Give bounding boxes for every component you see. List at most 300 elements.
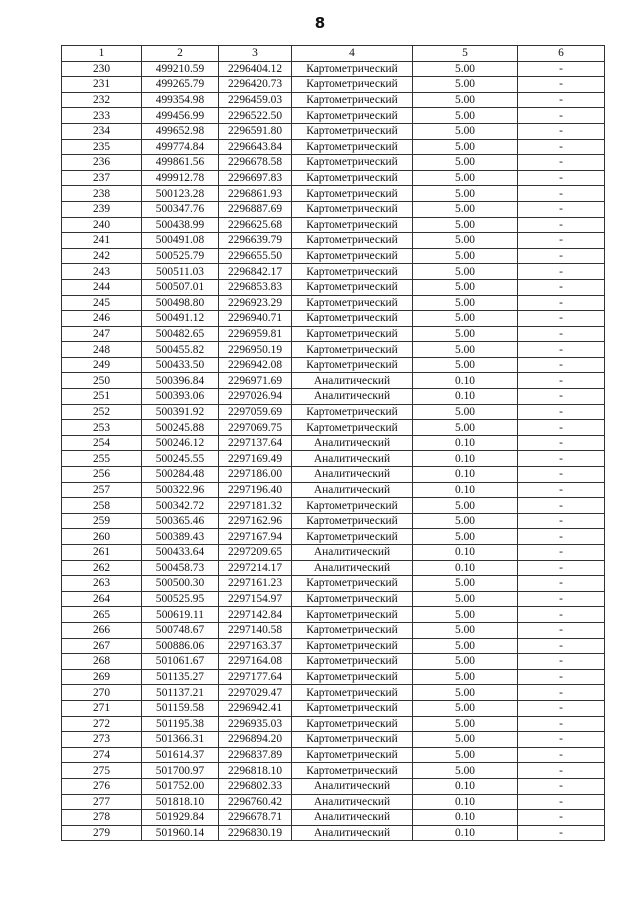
method-cell: Картометрический xyxy=(292,264,413,280)
accuracy-cell: 5.00 xyxy=(413,622,518,638)
column-header: 1 xyxy=(62,46,142,62)
method-cell: Картометрический xyxy=(292,591,413,607)
note-cell: - xyxy=(518,326,605,342)
method-cell: Картометрический xyxy=(292,638,413,654)
table-row xyxy=(62,201,605,217)
note-cell: - xyxy=(518,92,605,108)
x-coordinate-cell: 500365.46 xyxy=(142,513,219,529)
method-cell: Аналитический xyxy=(292,825,413,841)
y-coordinate-cell: 2296959.81 xyxy=(219,326,292,342)
accuracy-cell: 5.00 xyxy=(413,700,518,716)
x-coordinate-cell: 500500.30 xyxy=(142,576,219,592)
accuracy-cell: 5.00 xyxy=(413,591,518,607)
accuracy-cell: 5.00 xyxy=(413,233,518,249)
x-coordinate-cell: 499774.84 xyxy=(142,139,219,155)
accuracy-cell: 5.00 xyxy=(413,170,518,186)
note-cell: - xyxy=(518,404,605,420)
point-number-cell: 238 xyxy=(62,186,142,202)
note-cell: - xyxy=(518,77,605,93)
method-cell: Картометрический xyxy=(292,763,413,779)
y-coordinate-cell: 2297026.94 xyxy=(219,389,292,405)
table-row xyxy=(62,747,605,763)
x-coordinate-cell: 499861.56 xyxy=(142,155,219,171)
point-number-cell: 250 xyxy=(62,373,142,389)
note-cell: - xyxy=(518,591,605,607)
method-cell: Картометрический xyxy=(292,92,413,108)
y-coordinate-cell: 2296697.83 xyxy=(219,170,292,186)
accuracy-cell: 0.10 xyxy=(413,825,518,841)
table-row xyxy=(62,716,605,732)
page-number: 8 xyxy=(314,14,326,32)
table-row xyxy=(62,810,605,826)
table-row xyxy=(62,513,605,529)
accuracy-cell: 5.00 xyxy=(413,201,518,217)
x-coordinate-cell: 500886.06 xyxy=(142,638,219,654)
y-coordinate-cell: 2296522.50 xyxy=(219,108,292,124)
x-coordinate-cell: 501137.21 xyxy=(142,685,219,701)
y-coordinate-cell: 2297177.64 xyxy=(219,669,292,685)
table-row xyxy=(62,545,605,561)
accuracy-cell: 5.00 xyxy=(413,248,518,264)
y-coordinate-cell: 2296950.19 xyxy=(219,342,292,358)
y-coordinate-cell: 2296853.83 xyxy=(219,279,292,295)
note-cell: - xyxy=(518,763,605,779)
note-cell: - xyxy=(518,778,605,794)
accuracy-cell: 5.00 xyxy=(413,638,518,654)
method-cell: Аналитический xyxy=(292,810,413,826)
table-row xyxy=(62,123,605,139)
y-coordinate-cell: 2297169.49 xyxy=(219,451,292,467)
table-row xyxy=(62,233,605,249)
table-row xyxy=(62,560,605,576)
method-cell: Картометрический xyxy=(292,607,413,623)
method-cell: Аналитический xyxy=(292,373,413,389)
note-cell: - xyxy=(518,233,605,249)
y-coordinate-cell: 2296818.10 xyxy=(219,763,292,779)
y-coordinate-cell: 2296894.20 xyxy=(219,732,292,748)
point-number-cell: 276 xyxy=(62,778,142,794)
y-coordinate-cell: 2296802.33 xyxy=(219,778,292,794)
point-number-cell: 233 xyxy=(62,108,142,124)
point-number-cell: 269 xyxy=(62,669,142,685)
x-coordinate-cell: 501159.58 xyxy=(142,700,219,716)
table-row xyxy=(62,576,605,592)
table-row xyxy=(62,264,605,280)
point-number-cell: 260 xyxy=(62,529,142,545)
method-cell: Картометрический xyxy=(292,123,413,139)
y-coordinate-cell: 2297214.17 xyxy=(219,560,292,576)
note-cell: - xyxy=(518,295,605,311)
x-coordinate-cell: 500525.79 xyxy=(142,248,219,264)
table-row xyxy=(62,654,605,670)
point-number-cell: 234 xyxy=(62,123,142,139)
point-number-cell: 243 xyxy=(62,264,142,280)
method-cell: Картометрический xyxy=(292,716,413,732)
accuracy-cell: 5.00 xyxy=(413,186,518,202)
table-row xyxy=(62,170,605,186)
y-coordinate-cell: 2296639.79 xyxy=(219,233,292,249)
method-cell: Картометрический xyxy=(292,77,413,93)
accuracy-cell: 5.00 xyxy=(413,607,518,623)
accuracy-cell: 5.00 xyxy=(413,155,518,171)
point-number-cell: 245 xyxy=(62,295,142,311)
table-row xyxy=(62,311,605,327)
x-coordinate-cell: 500511.03 xyxy=(142,264,219,280)
y-coordinate-cell: 2297029.47 xyxy=(219,685,292,701)
note-cell: - xyxy=(518,747,605,763)
accuracy-cell: 5.00 xyxy=(413,326,518,342)
point-number-cell: 267 xyxy=(62,638,142,654)
note-cell: - xyxy=(518,311,605,327)
x-coordinate-cell: 500619.11 xyxy=(142,607,219,623)
table-row xyxy=(62,467,605,483)
x-coordinate-cell: 500433.64 xyxy=(142,545,219,561)
y-coordinate-cell: 2296678.71 xyxy=(219,810,292,826)
accuracy-cell: 0.10 xyxy=(413,482,518,498)
table-row xyxy=(62,482,605,498)
y-coordinate-cell: 2296760.42 xyxy=(219,794,292,810)
y-coordinate-cell: 2297163.37 xyxy=(219,638,292,654)
table-row xyxy=(62,498,605,514)
table-row xyxy=(62,732,605,748)
method-cell: Картометрический xyxy=(292,700,413,716)
x-coordinate-cell: 500246.12 xyxy=(142,435,219,451)
y-coordinate-cell: 2297162.96 xyxy=(219,513,292,529)
y-coordinate-cell: 2297186.00 xyxy=(219,467,292,483)
table-row xyxy=(62,763,605,779)
table-row xyxy=(62,139,605,155)
accuracy-cell: 5.00 xyxy=(413,357,518,373)
x-coordinate-cell: 500393.06 xyxy=(142,389,219,405)
table-row xyxy=(62,357,605,373)
x-coordinate-cell: 500455.82 xyxy=(142,342,219,358)
x-coordinate-cell: 500245.55 xyxy=(142,451,219,467)
y-coordinate-cell: 2297142.84 xyxy=(219,607,292,623)
y-coordinate-cell: 2296404.12 xyxy=(219,61,292,77)
y-coordinate-cell: 2296942.08 xyxy=(219,357,292,373)
method-cell: Аналитический xyxy=(292,451,413,467)
y-coordinate-cell: 2296923.29 xyxy=(219,295,292,311)
method-cell: Картометрический xyxy=(292,170,413,186)
table-row xyxy=(62,279,605,295)
y-coordinate-cell: 2296830.19 xyxy=(219,825,292,841)
point-number-cell: 256 xyxy=(62,467,142,483)
y-coordinate-cell: 2297154.97 xyxy=(219,591,292,607)
point-number-cell: 242 xyxy=(62,248,142,264)
note-cell: - xyxy=(518,61,605,77)
accuracy-cell: 5.00 xyxy=(413,716,518,732)
method-cell: Картометрический xyxy=(292,529,413,545)
accuracy-cell: 5.00 xyxy=(413,342,518,358)
method-cell: Картометрический xyxy=(292,732,413,748)
method-cell: Картометрический xyxy=(292,61,413,77)
x-coordinate-cell: 501929.84 xyxy=(142,810,219,826)
table-header-row xyxy=(62,46,605,62)
method-cell: Картометрический xyxy=(292,576,413,592)
table-row xyxy=(62,794,605,810)
method-cell: Картометрический xyxy=(292,685,413,701)
accuracy-cell: 0.10 xyxy=(413,778,518,794)
table-row xyxy=(62,420,605,436)
table-body xyxy=(62,61,605,841)
point-number-cell: 272 xyxy=(62,716,142,732)
accuracy-cell: 0.10 xyxy=(413,435,518,451)
point-number-cell: 230 xyxy=(62,61,142,77)
point-number-cell: 257 xyxy=(62,482,142,498)
point-number-cell: 265 xyxy=(62,607,142,623)
point-number-cell: 249 xyxy=(62,357,142,373)
table-row xyxy=(62,529,605,545)
x-coordinate-cell: 499456.99 xyxy=(142,108,219,124)
column-header: 5 xyxy=(413,46,518,62)
method-cell: Картометрический xyxy=(292,654,413,670)
accuracy-cell: 5.00 xyxy=(413,108,518,124)
note-cell: - xyxy=(518,700,605,716)
point-number-cell: 268 xyxy=(62,654,142,670)
accuracy-cell: 5.00 xyxy=(413,685,518,701)
x-coordinate-cell: 500507.01 xyxy=(142,279,219,295)
y-coordinate-cell: 2296940.71 xyxy=(219,311,292,327)
point-number-cell: 278 xyxy=(62,810,142,826)
method-cell: Картометрический xyxy=(292,155,413,171)
note-cell: - xyxy=(518,513,605,529)
note-cell: - xyxy=(518,810,605,826)
note-cell: - xyxy=(518,622,605,638)
method-cell: Картометрический xyxy=(292,217,413,233)
method-cell: Картометрический xyxy=(292,622,413,638)
accuracy-cell: 5.00 xyxy=(413,747,518,763)
table-row xyxy=(62,155,605,171)
table-row xyxy=(62,92,605,108)
note-cell: - xyxy=(518,607,605,623)
point-number-cell: 240 xyxy=(62,217,142,233)
column-header: 4 xyxy=(292,46,413,62)
note-cell: - xyxy=(518,638,605,654)
note-cell: - xyxy=(518,529,605,545)
y-coordinate-cell: 2296420.73 xyxy=(219,77,292,93)
method-cell: Картометрический xyxy=(292,669,413,685)
note-cell: - xyxy=(518,716,605,732)
note-cell: - xyxy=(518,155,605,171)
method-cell: Картометрический xyxy=(292,747,413,763)
point-number-cell: 264 xyxy=(62,591,142,607)
table-row xyxy=(62,778,605,794)
method-cell: Картометрический xyxy=(292,248,413,264)
table-row xyxy=(62,638,605,654)
method-cell: Картометрический xyxy=(292,295,413,311)
y-coordinate-cell: 2296861.93 xyxy=(219,186,292,202)
table-row xyxy=(62,248,605,264)
note-cell: - xyxy=(518,389,605,405)
x-coordinate-cell: 501960.14 xyxy=(142,825,219,841)
method-cell: Картометрический xyxy=(292,201,413,217)
note-cell: - xyxy=(518,732,605,748)
method-cell: Картометрический xyxy=(292,233,413,249)
table-row xyxy=(62,669,605,685)
method-cell: Аналитический xyxy=(292,467,413,483)
point-number-cell: 261 xyxy=(62,545,142,561)
x-coordinate-cell: 501366.31 xyxy=(142,732,219,748)
y-coordinate-cell: 2296887.69 xyxy=(219,201,292,217)
x-coordinate-cell: 500438.99 xyxy=(142,217,219,233)
table-row xyxy=(62,295,605,311)
note-cell: - xyxy=(518,498,605,514)
note-cell: - xyxy=(518,248,605,264)
table-row xyxy=(62,700,605,716)
x-coordinate-cell: 499265.79 xyxy=(142,77,219,93)
accuracy-cell: 0.10 xyxy=(413,810,518,826)
point-number-cell: 235 xyxy=(62,139,142,155)
x-coordinate-cell: 501061.67 xyxy=(142,654,219,670)
x-coordinate-cell: 500433.50 xyxy=(142,357,219,373)
point-number-cell: 252 xyxy=(62,404,142,420)
table-row xyxy=(62,108,605,124)
point-number-cell: 248 xyxy=(62,342,142,358)
table-row xyxy=(62,404,605,420)
y-coordinate-cell: 2296655.50 xyxy=(219,248,292,264)
method-cell: Картометрический xyxy=(292,357,413,373)
table-row xyxy=(62,61,605,77)
y-coordinate-cell: 2297196.40 xyxy=(219,482,292,498)
note-cell: - xyxy=(518,108,605,124)
table-row xyxy=(62,685,605,701)
point-number-cell: 237 xyxy=(62,170,142,186)
accuracy-cell: 0.10 xyxy=(413,794,518,810)
method-cell: Аналитический xyxy=(292,482,413,498)
y-coordinate-cell: 2296971.69 xyxy=(219,373,292,389)
accuracy-cell: 5.00 xyxy=(413,295,518,311)
x-coordinate-cell: 500396.84 xyxy=(142,373,219,389)
y-coordinate-cell: 2296837.89 xyxy=(219,747,292,763)
point-number-cell: 258 xyxy=(62,498,142,514)
x-coordinate-cell: 501752.00 xyxy=(142,778,219,794)
point-number-cell: 251 xyxy=(62,389,142,405)
y-coordinate-cell: 2296625.68 xyxy=(219,217,292,233)
accuracy-cell: 5.00 xyxy=(413,654,518,670)
accuracy-cell: 5.00 xyxy=(413,404,518,420)
table-row xyxy=(62,186,605,202)
accuracy-cell: 5.00 xyxy=(413,123,518,139)
accuracy-cell: 5.00 xyxy=(413,420,518,436)
method-cell: Аналитический xyxy=(292,545,413,561)
x-coordinate-cell: 501135.27 xyxy=(142,669,219,685)
point-number-cell: 244 xyxy=(62,279,142,295)
method-cell: Картометрический xyxy=(292,404,413,420)
column-header: 6 xyxy=(518,46,605,62)
column-header: 3 xyxy=(219,46,292,62)
accuracy-cell: 0.10 xyxy=(413,451,518,467)
table-row xyxy=(62,342,605,358)
table-row xyxy=(62,77,605,93)
point-number-cell: 271 xyxy=(62,700,142,716)
x-coordinate-cell: 500342.72 xyxy=(142,498,219,514)
note-cell: - xyxy=(518,685,605,701)
y-coordinate-cell: 2297069.75 xyxy=(219,420,292,436)
point-number-cell: 239 xyxy=(62,201,142,217)
point-number-cell: 247 xyxy=(62,326,142,342)
method-cell: Картометрический xyxy=(292,326,413,342)
x-coordinate-cell: 499210.59 xyxy=(142,61,219,77)
accuracy-cell: 5.00 xyxy=(413,92,518,108)
method-cell: Аналитический xyxy=(292,794,413,810)
x-coordinate-cell: 500347.76 xyxy=(142,201,219,217)
point-number-cell: 270 xyxy=(62,685,142,701)
method-cell: Картометрический xyxy=(292,108,413,124)
point-number-cell: 273 xyxy=(62,732,142,748)
y-coordinate-cell: 2297140.58 xyxy=(219,622,292,638)
point-number-cell: 259 xyxy=(62,513,142,529)
x-coordinate-cell: 500458.73 xyxy=(142,560,219,576)
note-cell: - xyxy=(518,451,605,467)
accuracy-cell: 5.00 xyxy=(413,732,518,748)
accuracy-cell: 5.00 xyxy=(413,311,518,327)
method-cell: Картометрический xyxy=(292,342,413,358)
note-cell: - xyxy=(518,279,605,295)
x-coordinate-cell: 500491.12 xyxy=(142,311,219,327)
y-coordinate-cell: 2297209.65 xyxy=(219,545,292,561)
note-cell: - xyxy=(518,420,605,436)
note-cell: - xyxy=(518,217,605,233)
note-cell: - xyxy=(518,373,605,389)
column-header: 2 xyxy=(142,46,219,62)
x-coordinate-cell: 500482.65 xyxy=(142,326,219,342)
x-coordinate-cell: 501614.37 xyxy=(142,747,219,763)
method-cell: Картометрический xyxy=(292,311,413,327)
table-row xyxy=(62,451,605,467)
note-cell: - xyxy=(518,435,605,451)
point-number-cell: 279 xyxy=(62,825,142,841)
x-coordinate-cell: 500498.80 xyxy=(142,295,219,311)
x-coordinate-cell: 500284.48 xyxy=(142,467,219,483)
note-cell: - xyxy=(518,825,605,841)
y-coordinate-cell: 2297161.23 xyxy=(219,576,292,592)
method-cell: Картометрический xyxy=(292,513,413,529)
coordinates-table xyxy=(61,45,605,841)
point-number-cell: 275 xyxy=(62,763,142,779)
table-row xyxy=(62,607,605,623)
accuracy-cell: 5.00 xyxy=(413,498,518,514)
y-coordinate-cell: 2297164.08 xyxy=(219,654,292,670)
y-coordinate-cell: 2297059.69 xyxy=(219,404,292,420)
table-row xyxy=(62,373,605,389)
x-coordinate-cell: 500322.96 xyxy=(142,482,219,498)
note-cell: - xyxy=(518,264,605,280)
accuracy-cell: 5.00 xyxy=(413,763,518,779)
accuracy-cell: 5.00 xyxy=(413,77,518,93)
x-coordinate-cell: 499354.98 xyxy=(142,92,219,108)
x-coordinate-cell: 500245.88 xyxy=(142,420,219,436)
method-cell: Картометрический xyxy=(292,498,413,514)
accuracy-cell: 5.00 xyxy=(413,139,518,155)
note-cell: - xyxy=(518,467,605,483)
accuracy-cell: 5.00 xyxy=(413,529,518,545)
point-number-cell: 236 xyxy=(62,155,142,171)
note-cell: - xyxy=(518,201,605,217)
y-coordinate-cell: 2296459.03 xyxy=(219,92,292,108)
note-cell: - xyxy=(518,794,605,810)
y-coordinate-cell: 2297137.64 xyxy=(219,435,292,451)
y-coordinate-cell: 2296643.84 xyxy=(219,139,292,155)
method-cell: Картометрический xyxy=(292,420,413,436)
method-cell: Картометрический xyxy=(292,279,413,295)
x-coordinate-cell: 499652.98 xyxy=(142,123,219,139)
method-cell: Аналитический xyxy=(292,560,413,576)
x-coordinate-cell: 500123.28 xyxy=(142,186,219,202)
accuracy-cell: 5.00 xyxy=(413,513,518,529)
note-cell: - xyxy=(518,186,605,202)
accuracy-cell: 5.00 xyxy=(413,61,518,77)
method-cell: Картометрический xyxy=(292,139,413,155)
